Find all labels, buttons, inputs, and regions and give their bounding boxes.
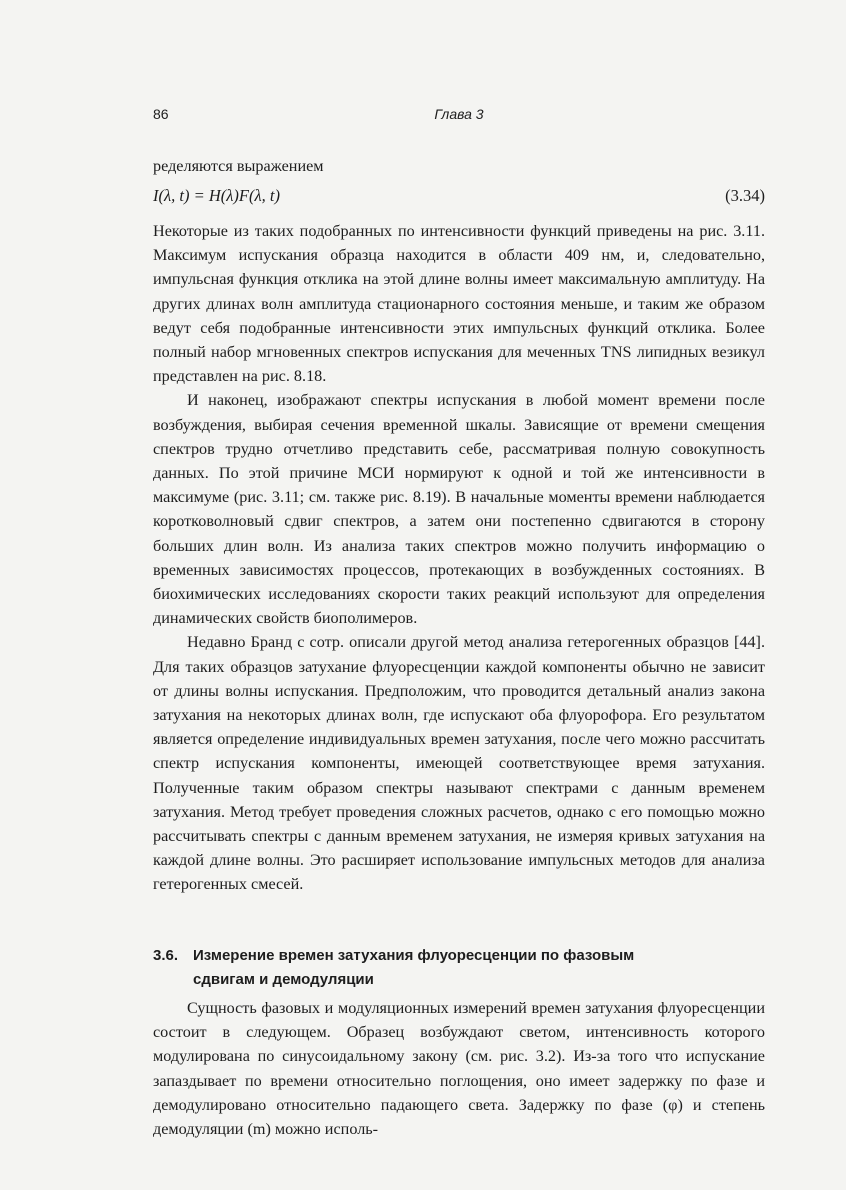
- formula-3-34: [153, 186, 765, 212]
- section-title-line-2: сдвигам и демодуляции: [193, 971, 374, 988]
- paragraph-3: Недавно Бранд с сотр. описали другой метод анализа гетерогенных образцов [44]. Для таких образцов затухание флуоресценции каждой компоненты обычно не зависит от длины волны испускания. Предположим, что проводится детальный анализ закона затухания на некоторых длинах волн, где испускают оба флуорофора. Его результатом является определение индивидуальных времен затухания, после чего можно рассчитать спектр испускания компоненты, имеющей соответствующее время затухания. Полученные таким образом спектры называют спектрами с данным временем затухания. Метод требует проведения сложных расчетов, однако с его помощью можно рассчитывать спектры с данным временем затухания, не измеряя кривых затухания на каждой длине волны. Это расширяет использование импульсных методов для анализа гетерогенных смесей.: [153, 633, 765, 894]
- section-body: [153, 996, 765, 1141]
- paragraph-1: Некоторые из таких подобранных по интенсивности функций приведены на рис. 3.11. Максимум испускания образца находится в области 409 нм, и, следовательно, импульсная функция отклика на этой длине волны имеет максимальную амплитуду. На других длинах волн амплитуда стационарного состояния меньше, и таким же образом ведут себя подобранные интенсивности этих импульсных функций отклика. Более полный набор мгновенных спектров испускания для меченных TNS липидных везикул представлен на рис. 8.18.: [153, 222, 765, 386]
- section-number: 3.6.: [153, 947, 179, 964]
- intro-text: [153, 154, 765, 178]
- section-paragraph: Сущность фазовых и модуляционных измерений времен затухания флуоресценции состоит в следующем. Образец возбуждают светом, интенсивность которого модулирована по синусоидальному закону (см. рис. 3.2). Из-за того что испускание запаздывает по времени относительно поглощения, оно имеет задержку по фазе и демодулировано относительно падающего света. Задержку по фазе (φ) и степень демодуляции (m) можно исполь-: [153, 999, 765, 1139]
- section-heading: [153, 944, 765, 992]
- page-number: 86: [153, 106, 169, 122]
- paragraph-2: И наконец, изображают спектры испускания в любой момент времени после возбуждения, выбирая сечения временной шкалы. Зависящие от времени смещения спектров трудно отчетливо представить себе, рассматривая полную совокупность данных. По этой причине МСИ нормируют к одной и той же интенсивности в максимуме (рис. 3.11; см. также рис. 8.19). В начальные моменты времени наблюдается коротковолновый сдвиг спектров, а затем они постепенно сдвигаются в сторону больших длин волн. Из анализа таких спектров можно получить информацию о временных зависимостях процессов, протекающих в возбужденных состояниях. В биохимических исследованиях скорости таких реакций используют для определения динамических свойств биополимеров.: [153, 391, 765, 628]
- chapter-title: Глава 3: [434, 106, 484, 122]
- formula-number: (3.34): [725, 186, 765, 205]
- section-title-line-1: Измерение времен затухания флуоресценции по фазовым: [193, 947, 635, 964]
- formula-expression: I(λ, t) = H(λ)F(λ, t): [153, 186, 280, 205]
- body-text: [153, 219, 765, 897]
- intro-line: ределяются выражением: [153, 157, 324, 175]
- page-header: [153, 106, 765, 126]
